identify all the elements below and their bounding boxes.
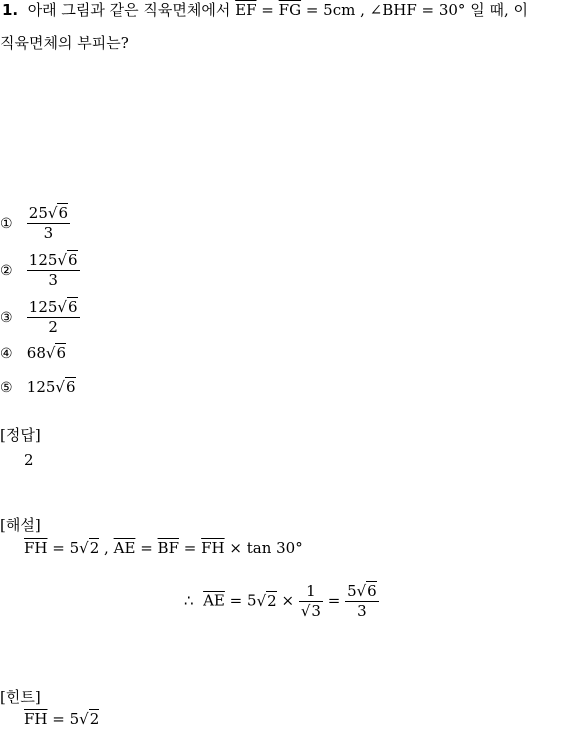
question-line-2: 직육면체의 부피는? bbox=[0, 34, 129, 52]
choice-fraction: $\frac{125√6}{2}$ bbox=[28, 298, 78, 336]
angle-condition: ∠BHF = 30° bbox=[369, 1, 466, 19]
solution-label: [해설] bbox=[0, 516, 41, 534]
answer-value: 2 bbox=[24, 451, 34, 469]
question-line-1: 1. 아래 그림과 같은 직육면체에서 $\overline{EF} = \overline{FG} = 5cm$ , ∠BHF = 30° 일 때, 이 bbox=[2, 1, 528, 19]
hint-label: [힌트] bbox=[0, 688, 41, 706]
choice-2[interactable] bbox=[0, 251, 80, 290]
choice-value: 125√6 bbox=[26, 378, 76, 396]
question-number: 1. bbox=[2, 1, 19, 19]
choice-5[interactable] bbox=[0, 378, 76, 396]
solution-line-2: ∴ $\overline{AE} = 5√2$ × $\frac{1}{√3}$ = $\frac{5√6}{3}$ bbox=[184, 582, 377, 620]
choice-1[interactable] bbox=[0, 204, 70, 243]
choice-marker: ⑤ bbox=[0, 380, 13, 396]
segment-ef: $\overline{EF}$ bbox=[235, 1, 257, 19]
choice-fraction: $\frac{25√6}{3}$ bbox=[28, 204, 68, 242]
choice-marker: ① bbox=[0, 215, 13, 232]
choice-fraction: $\frac{125√6}{3}$ bbox=[28, 251, 78, 289]
choice-marker: ④ bbox=[0, 346, 13, 362]
choice-marker: ② bbox=[0, 262, 13, 279]
answer-label: [정답] bbox=[0, 426, 41, 444]
hint-line: $\overline{FH} = 5√2$ bbox=[24, 710, 100, 728]
solution-line-1: $\overline{FH} = 5√2$ , $\overline{AE} = \overline{BF} = \overline{FH} \times \tan 30^\circ$ bbox=[24, 539, 303, 557]
choice-value: 68√6 bbox=[26, 344, 66, 362]
question-text: 아래 그림과 같은 직육면체에서 bbox=[27, 1, 231, 19]
segment-fg: $\overline{FG}$ bbox=[278, 1, 302, 19]
choice-3[interactable] bbox=[0, 298, 80, 337]
choice-4[interactable] bbox=[0, 344, 66, 362]
choice-marker: ③ bbox=[0, 309, 13, 326]
